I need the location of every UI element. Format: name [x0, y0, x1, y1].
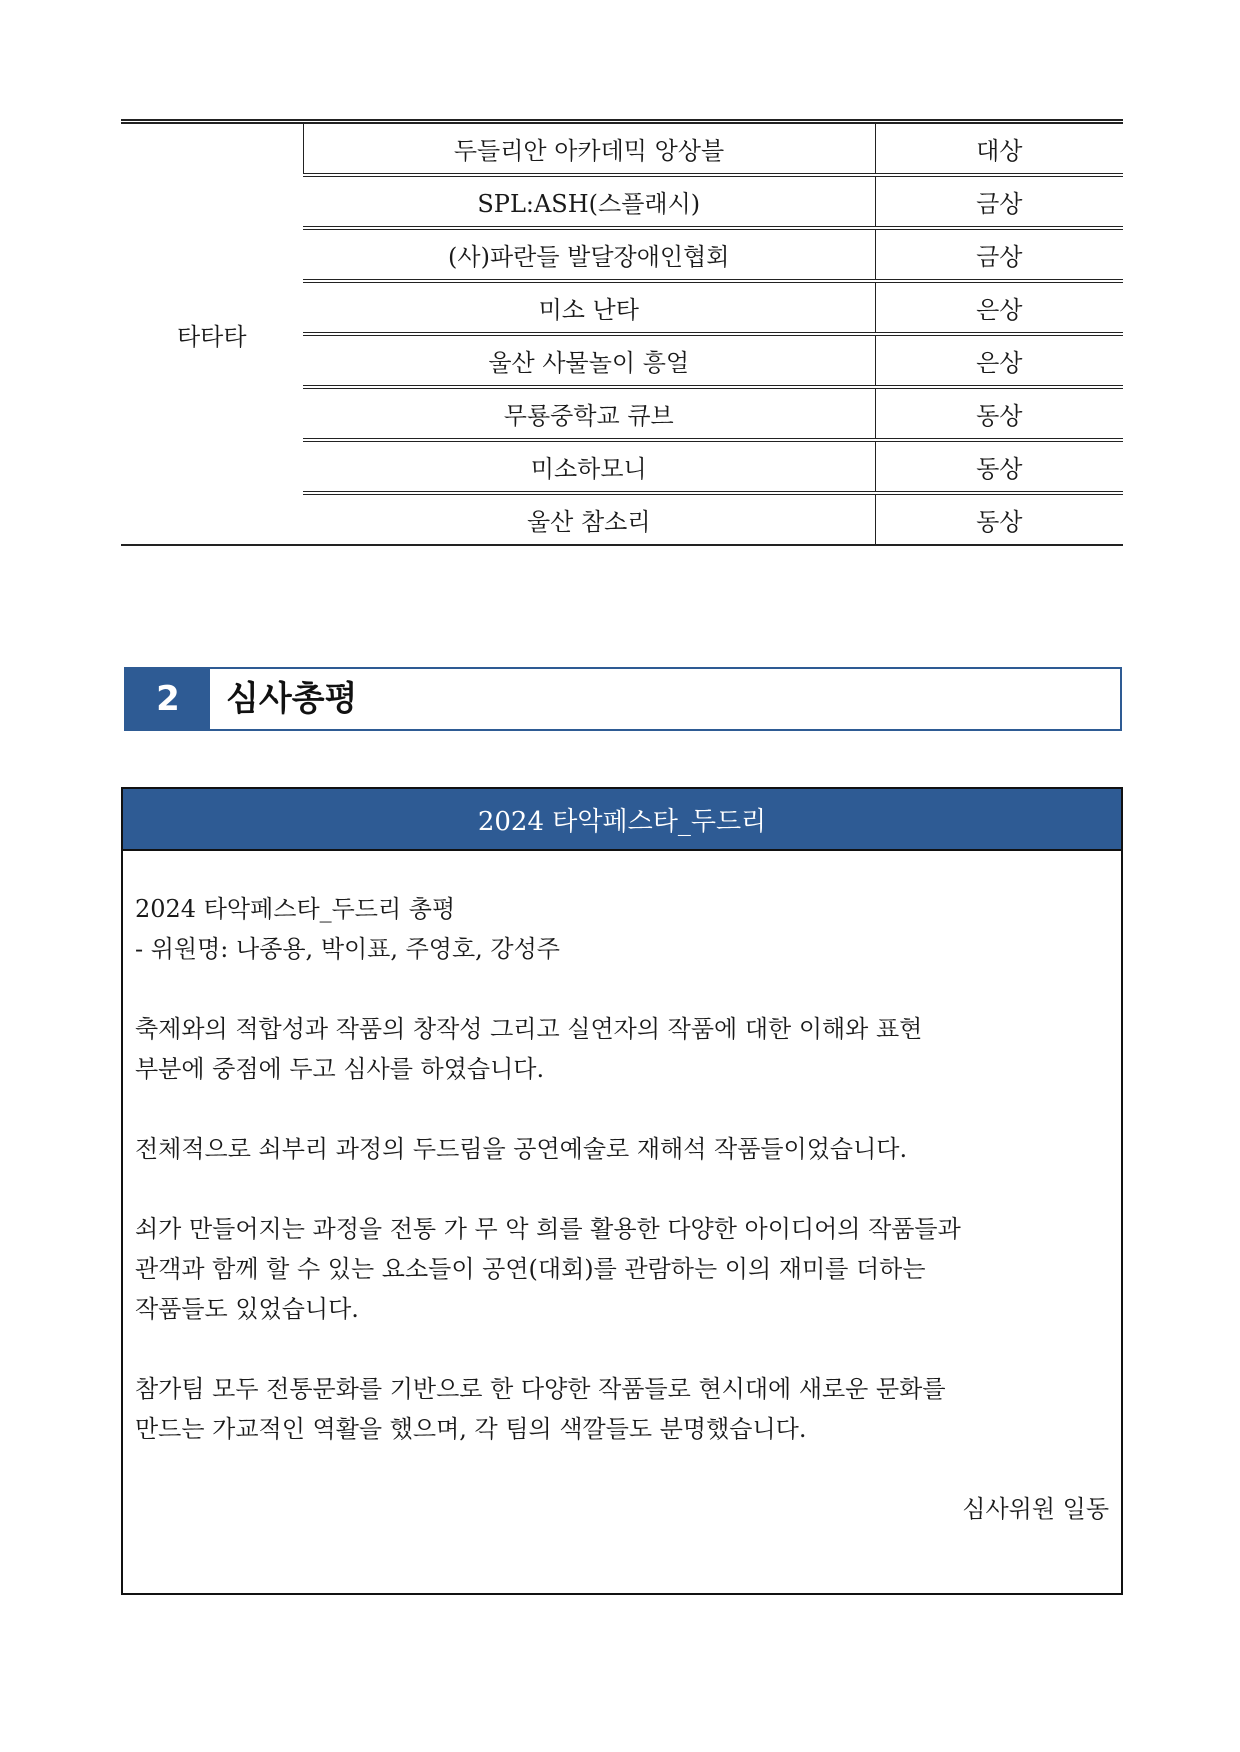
paragraph-line: 부분에 중점에 두고 심사를 하였습니다. [135, 1055, 545, 1083]
category-cell: 타타타 [121, 122, 303, 546]
team-cell: 울산 사물놀이 흥얼 [303, 334, 875, 387]
prize-cell: 은상 [875, 281, 1123, 334]
paragraph-line: 전체적으로 쇠부리 과정의 두드림을 공연예술로 재해석 작품들이었습니다. [135, 1135, 908, 1163]
review-body [135, 889, 1109, 1529]
prize-cell: 은상 [875, 334, 1123, 387]
team-cell: (사)파란들 발달장애인협회 [303, 228, 875, 281]
review-title-line: 2024 타악페스타_두드리 총평 [135, 895, 456, 923]
team-cell: SPL:ASH(스플래시) [303, 175, 875, 228]
paragraph-line: 쇠가 만들어지는 과정을 전통 가 무 악 희를 활용한 다양한 아이디어의 작품들과 [135, 1215, 961, 1243]
section-title: 심사총평 [226, 679, 358, 719]
paragraph-line: 관객과 함께 할 수 있는 요소들이 공연(대회)를 관람하는 이의 재미를 더하는 [135, 1255, 926, 1283]
paragraph-line: 만드는 가교적인 역활을 했으며, 각 팀의 색깔들도 분명했습니다. [135, 1415, 807, 1443]
section-header [124, 667, 1122, 731]
team-cell: 두들리안 아카데믹 앙상블 [303, 122, 875, 176]
table-row [121, 122, 1123, 176]
prize-cell: 대상 [875, 122, 1123, 176]
signature: 심사위원 일동 [962, 1495, 1109, 1523]
prize-cell: 동상 [875, 387, 1123, 440]
awards-table [121, 119, 1123, 546]
section-number: 2 [126, 669, 210, 729]
review-header: 2024 타악페스타_두드리 [123, 789, 1121, 851]
prize-cell: 금상 [875, 175, 1123, 228]
paragraph-line: 참가팀 모두 전통문화를 기반으로 한 다양한 작품들로 현시대에 새로운 문화를 [135, 1375, 946, 1403]
paragraph-line: 작품들도 있었습니다. [135, 1295, 359, 1323]
team-cell: 무룡중학교 큐브 [303, 387, 875, 440]
judges-line: - 위원명: 나종용, 박이표, 주영호, 강성주 [135, 935, 560, 963]
review-box [121, 787, 1123, 1595]
team-cell: 미소 난타 [303, 281, 875, 334]
paragraph-line: 축제와의 적합성과 작품의 창작성 그리고 실연자의 작품에 대한 이해와 표현 [135, 1015, 923, 1043]
prize-cell: 동상 [875, 493, 1123, 545]
team-cell: 미소하모니 [303, 440, 875, 493]
prize-cell: 금상 [875, 228, 1123, 281]
team-cell: 울산 참소리 [303, 493, 875, 545]
prize-cell: 동상 [875, 440, 1123, 493]
